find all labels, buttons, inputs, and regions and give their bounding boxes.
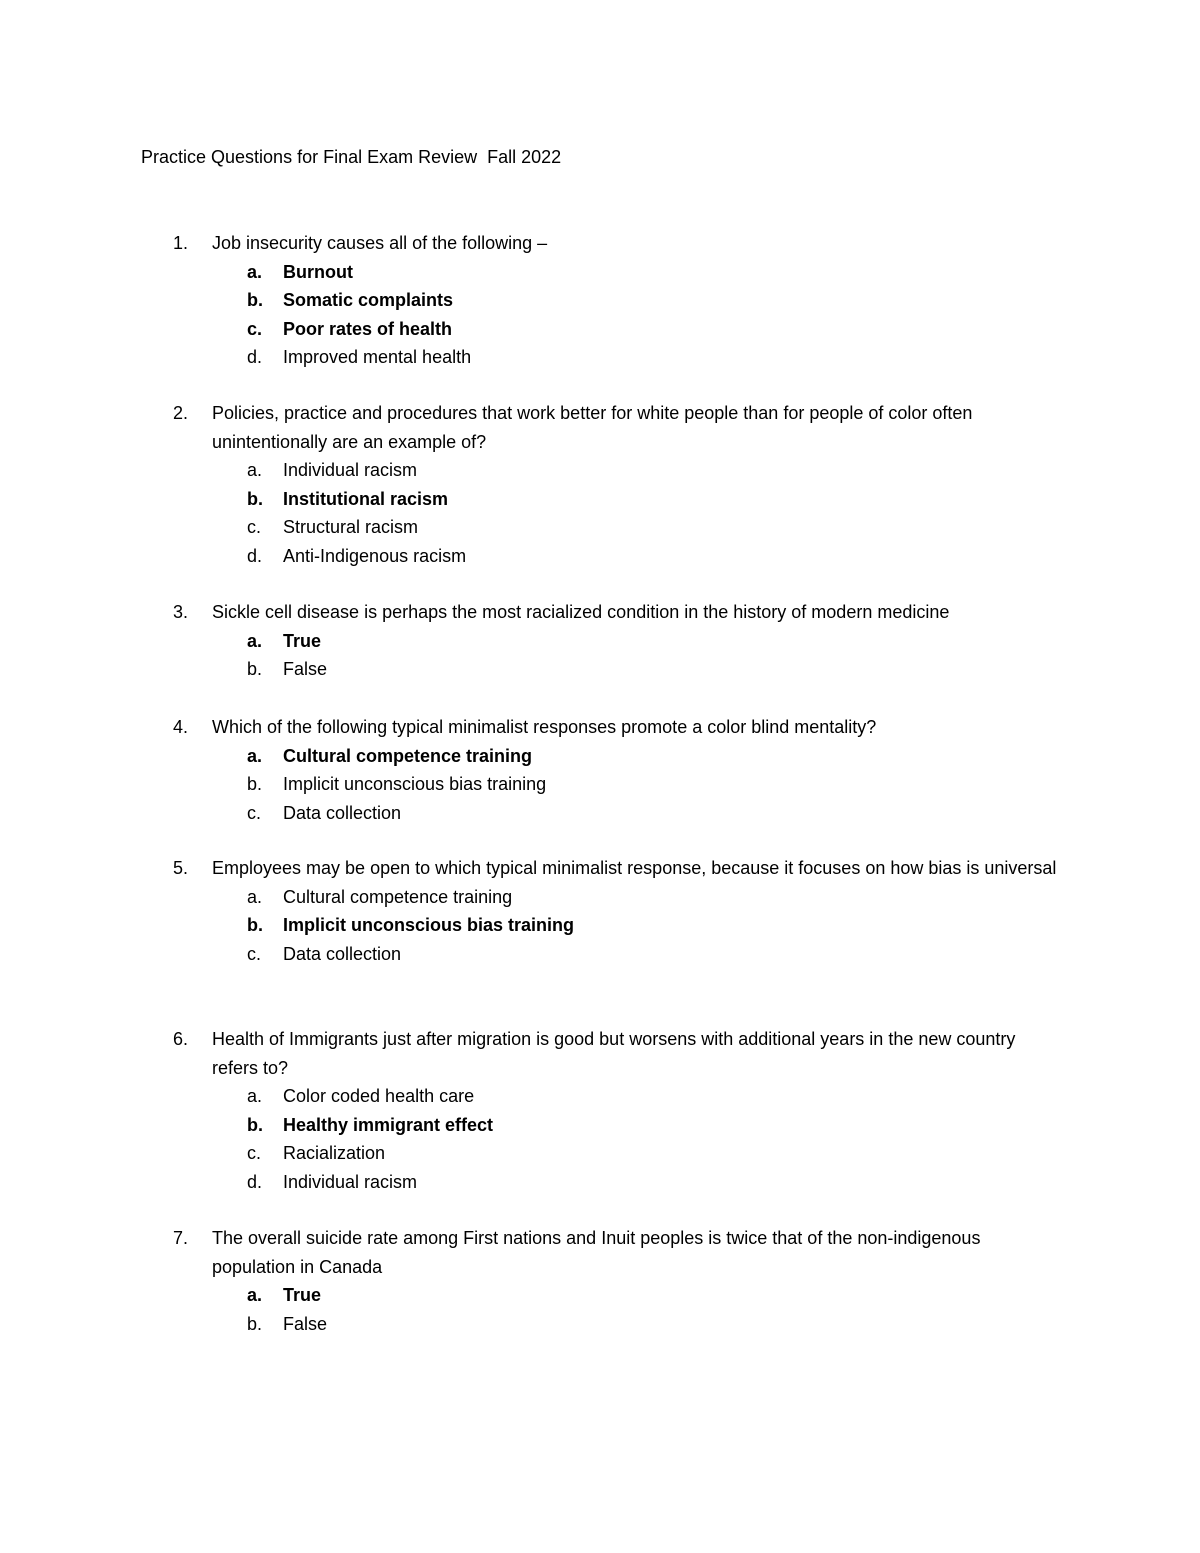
option-letter: d. [247, 1171, 263, 1192]
option-letter: b. [247, 915, 263, 935]
option-text: Individual racism [283, 1171, 418, 1192]
option-letter: a. [247, 460, 263, 480]
option-text: Cultural competence training [283, 886, 513, 907]
answer-option [0, 1111, 1200, 1140]
option-letter: a. [247, 630, 263, 651]
question-text: Which of the following typical minimalist responses promote a color blind mentality? [212, 717, 877, 737]
question-item [0, 1025, 1200, 1196]
option-text: False [283, 659, 328, 679]
option-text: Improved mental health [283, 347, 472, 367]
option-text: Color coded health care [283, 1086, 475, 1106]
option-text: Data collection [283, 943, 402, 964]
question-item [0, 713, 1200, 827]
option-text: Racialization [283, 1143, 386, 1163]
option-letter: b. [247, 774, 263, 794]
option-text: Somatic complaints [283, 290, 454, 310]
option-letter: a. [247, 745, 263, 766]
question-number: 4. [173, 717, 189, 737]
answer-option [0, 343, 1200, 372]
option-text: Structural racism [283, 517, 419, 537]
option-text: Anti-Indigenous racism [283, 545, 467, 566]
question-item [0, 229, 1200, 372]
answer-option [0, 883, 1200, 912]
answer-option [0, 315, 1200, 344]
option-text: Healthy immigrant effect [283, 1114, 494, 1135]
option-text: Poor rates of health [283, 318, 453, 339]
option-letter: b. [247, 1313, 263, 1334]
question-item [0, 1224, 1200, 1338]
answer-option [0, 799, 1200, 828]
answer-option [0, 1139, 1200, 1168]
question-stem [0, 229, 1200, 258]
option-text: Cultural competence training [283, 745, 533, 766]
answer-option [0, 542, 1200, 571]
option-text: Implicit unconscious bias training [283, 774, 547, 794]
answer-option [0, 456, 1200, 485]
answer-option [0, 485, 1200, 514]
question-text: Sickle cell disease is perhaps the most racialized condition in the history of modern medicine [212, 602, 950, 622]
option-letter: b. [247, 1114, 263, 1135]
option-letter: c. [247, 517, 262, 537]
option-text: Institutional racism [283, 488, 449, 509]
question-item [0, 854, 1200, 968]
answer-option [0, 1082, 1200, 1111]
question-text: The overall suicide rate among First nations and Inuit peoples is twice that of the non-indigenous population in Canada [212, 1228, 981, 1277]
question-number: 3. [173, 602, 189, 622]
answer-option [0, 911, 1200, 940]
option-letter: a. [247, 1285, 263, 1305]
question-stem [0, 598, 1200, 627]
question-stem [0, 1025, 1200, 1082]
question-number: 1. [173, 233, 189, 253]
option-letter: d. [247, 347, 263, 367]
option-letter: b. [247, 290, 263, 310]
answer-option [0, 742, 1200, 771]
question-stem [0, 713, 1200, 742]
answer-option [0, 1168, 1200, 1197]
question-number: 6. [173, 1029, 189, 1049]
answer-option [0, 940, 1200, 969]
option-letter: a. [247, 261, 263, 282]
question-item [0, 399, 1200, 570]
answer-option [0, 513, 1200, 542]
question-stem [0, 399, 1200, 456]
question-text: Health of Immigrants just after migration is good but worsens with additional years in the new country refers to? [212, 1029, 1016, 1078]
option-text: True [283, 630, 322, 651]
answer-option [0, 286, 1200, 315]
question-text: Policies, practice and procedures that work better for white people than for people of color often unintentionally are an example of? [212, 403, 973, 452]
answer-option [0, 627, 1200, 656]
question-stem [0, 854, 1200, 883]
option-letter: c. [247, 1143, 262, 1163]
option-text: True [283, 1285, 322, 1305]
option-letter: c. [247, 943, 262, 964]
option-letter: a. [247, 1086, 263, 1106]
question-item [0, 598, 1200, 684]
option-letter: d. [247, 545, 263, 566]
option-letter: c. [247, 802, 262, 823]
answer-option [0, 770, 1200, 799]
option-letter: c. [247, 318, 263, 339]
option-text: False [283, 1313, 328, 1334]
option-text: Data collection [283, 802, 402, 823]
document-title: Practice Questions for Final Exam Review Fall 2022 [141, 147, 562, 167]
answer-option [0, 258, 1200, 287]
answer-option [0, 655, 1200, 684]
option-text: Individual racism [283, 460, 418, 480]
option-letter: b. [247, 659, 263, 679]
option-letter: a. [247, 886, 263, 907]
question-number: 5. [173, 858, 189, 878]
question-number: 7. [173, 1228, 189, 1248]
question-text: Employees may be open to which typical minimalist response, because it focuses on how bias is universal [212, 858, 1057, 878]
question-stem [0, 1224, 1200, 1281]
answer-option [0, 1281, 1200, 1310]
option-text: Burnout [283, 261, 353, 282]
option-letter: b. [247, 488, 263, 509]
question-number: 2. [173, 403, 189, 423]
option-text: Implicit unconscious bias training [283, 915, 575, 935]
question-text: Job insecurity causes all of the following – [212, 233, 548, 253]
answer-option [0, 1310, 1200, 1339]
